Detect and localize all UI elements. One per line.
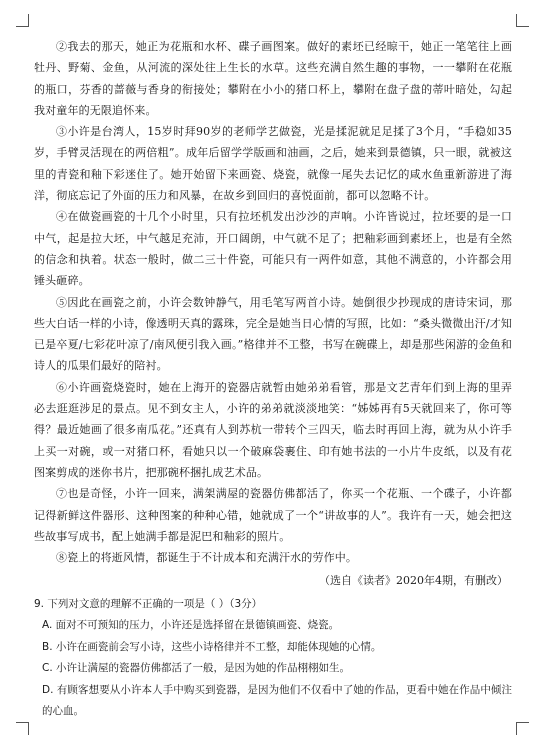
source-citation: （选自《读者》2020年4期，有删改） [319, 574, 508, 588]
option-b: B. 小许在画瓷前会写小诗，这些小诗格律并不工整，却能体现她的心情。 [42, 640, 382, 653]
paragraph-3: ③小许是台湾人，15岁时拜90岁的老师学艺做瓷，光是揉泥就足足揉了3个月，“手稳如35岁，手臂灵活现在的两倍粗”。成年后留学学版画和油画，之后，她来到景德镇，只一眼，就被这里的青瓷和釉下彩迷住了。她开始留下来画瓷、烧瓷，就像一尾失去记忆的咸水鱼重新游进了海洋，彻底忘记了外面的压力和风暴，在故乡到回归的喜悦面前，都可以忽略不计。 [34, 125, 512, 203]
crop-mark-top-right [516, 14, 529, 27]
option-a: A. 面对不可预知的压力，小许还是选择留在景德镇画瓷、烧瓷。 [42, 619, 340, 632]
page-footer-fragment [0, 739, 545, 747]
paragraph-2: ②我去的那天，她正为花瓶和水杯、碟子画图案。做好的素坯已经晾干，她正一笔笔往上画牡丹、野菊、金鱼，从河流的深处往上生长的水草。这些充满自然生趣的事物，一一攀附在花瓶的瓶口，芬香的蔷薇与香身的衔接处；攀附在小小的猪口杯上，攀附在盘子盘的蒂叶暗处，勾起我对童年的无限追怀来。 [34, 40, 512, 117]
crop-mark-bottom-left [16, 722, 29, 735]
crop-mark-bottom-right [516, 722, 529, 735]
paragraph-7: ⑦也是奇怪，小许一回来，满架满屋的瓷器仿佛都活了，你买一个花瓶、一个碟子，小许都记得新鲜这件器形、这种图案的种种心错，她就成了一个“讲故事的人”。我许有一天，她会把这些故事写成书，配上她满手都是泥巴和釉彩的照片。 [34, 487, 512, 543]
paragraph-8: ⑧瓷上的将逝风情，都诞生于不计成本和充满汗水的劳作中。 [56, 551, 358, 565]
option-c: C. 小许让满屋的瓷器仿佛都活了一般，是因为她的作品栩栩如生。 [42, 662, 351, 675]
paragraph-4: ④在做瓷画瓷的十几个小时里，只有拉坯机发出沙沙的声响。小许皆说过，拉坯要的是一口中气，起是拉大坯，中气越足充沛，开口阔朗，中气就不足了；把釉彩画到素坯上，也是有全然的信念和执着。状态一般时，做二三十件瓷，可能只有一两件如意，其他不满意的，小许都会用锤头砸碎。 [34, 210, 512, 288]
paragraph-6: ⑥小许画瓷烧瓷时，她在上海开的瓷器店就暂由她弟弟看管，那是文艺青年们到上海的里弄必去逛逛涉足的景点。见不到女主人，小许的弟弟就淡淡地笑：“姊姊再有5天就回来了，你可等得？最近她画了很多南瓜花。”还真有人到苏杭一带转个三四天，临去时再回上海，就为从小许手上买一对碗，或一对猪口杯，看她只以一个破麻袋裹住、印有她书法的一小片牛皮纸，以及有花图案剪成的迷你书片，把那碗杯捆扎成艺术品。 [34, 380, 512, 479]
document-body [34, 36, 512, 723]
crop-mark-top-left [16, 14, 29, 27]
option-d: D. 有顾客想要从小许本人手中购买到瓷器，是因为他们不仅看中了她的作品，更看中她在作品中倾注的心血。 [42, 683, 512, 718]
question-stem: 9. 下列对文意的理解不正确的一项是（ ）（3分） [34, 598, 263, 611]
paragraph-5: ⑤因此在画瓷之前，小许会数钟静气，用毛笔写两首小诗。她倒很少抄现成的唐诗宋词，那些大白话一样的小诗，像透明天真的露珠，完全是她当日心情的写照，比如：“桑头微微出汗/才知已是卒夏/七彩花叶凉了/南风便引我入画。”格律并不工整，书写在碗碟上，却是那些闲游的金鱼和诗人的瓜果们最好的陪衬。 [34, 295, 512, 373]
